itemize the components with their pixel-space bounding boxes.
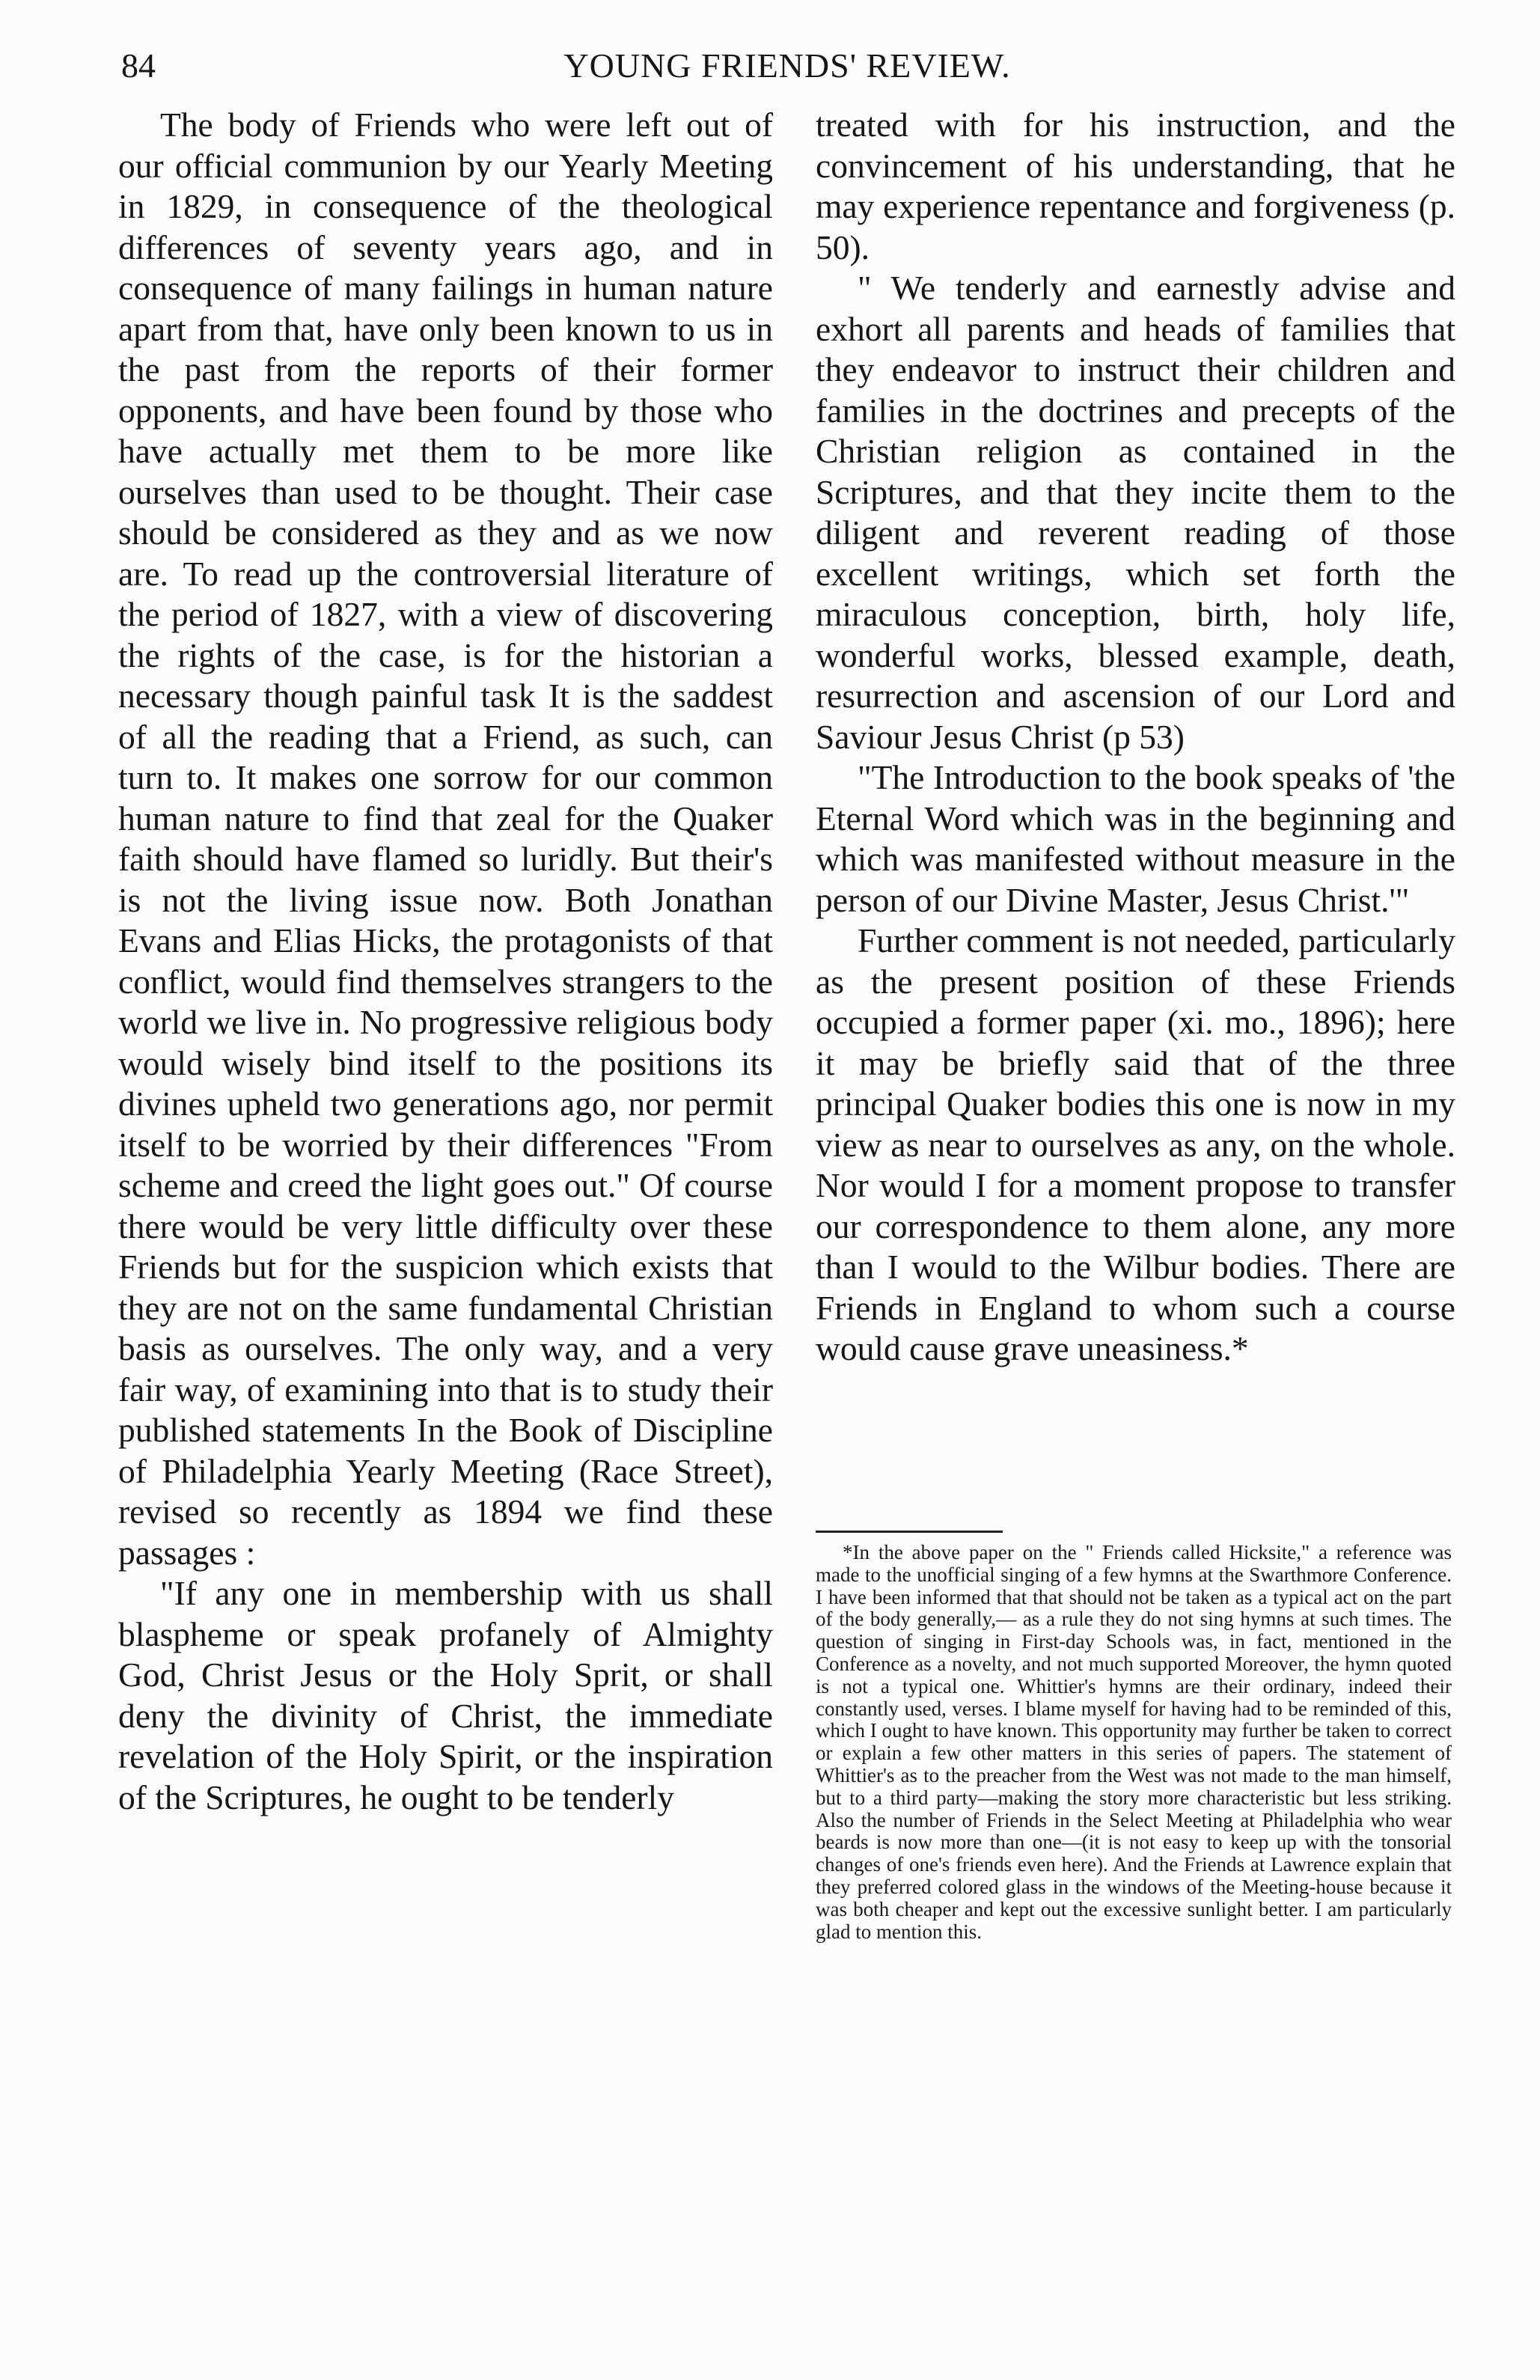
right-paragraph-2: " We tenderly and earnestly advise and exhort all parents and heads of families that they endeavor to instruct their children and families in the doctrines and precepts of the Christian religion as contained in the Scriptures, and that they incite them to the diligent and reverent reading of those excellent writings, which set forth the miraculous conception, birth, holy life, wonderful works, blessed example, death, resurrection and ascension of our Lord and Saviour Jesus Christ (p 53) [816,269,1455,756]
right-column [816,105,1455,1370]
page-header [121,43,1453,96]
footnote: *In the above paper on the " Friends called Hicksite," a reference was made to the unofficial singing of a few hymns at the Swarthmore Conference. I have been informed that that should not be taken as a typical act on the part of the body generally,— as a rule they do not sing hymns at such times. The question of singing in First-day Schools was, in fact, mentioned in the Conference as a novelty, and not much supported Moreover, the hymn quoted is not a typical one. Whittier's hymns are their ordinary, indeed their constantly used, verses. I blame myself for having had to be reminded of this, which I ought to have known. This opportunity may further be taken to correct or explain a few other matters in this series of papers. The statement of Whittier's as to the preacher from the West was not made to the man himself, but to a third party—making the story more characteristic but less striking. Also the number of Friends in the Select Meeting at Philadelphia who wear beards is now more than one—(it is not easy to keep up with the tonsorial changes of one's friends even here). And the Friends at Lawrence explain that they preferred colored glass in the windows of the Meeting-house because it was both cheaper and kept out the excessive sunlight better. I am particularly glad to mention this. [816,1541,1452,1943]
right-paragraph-1: treated with for his instruction, and the convincement of his understanding, that he may experience repentance and forgiveness (p. 50). [816,106,1455,266]
right-paragraph-4: Further comment is not needed, particularly as the present position of these Friends occupied a former paper (xi. mo., 1896); here it may be briefly said that of the three principal Quaker bodies this one is now in my view as near to ourselves as any, on the whole. Nor would I for a moment propose to transfer our correspondence to them alone, any more than I would to the Wilbur bodies. There are Friends in England to whom such a course would cause grave uneasiness.* [816,921,1455,1367]
page-number: 84 [121,46,156,85]
left-paragraph-2: "If any one in membership with us shall blaspheme or speak profanely of Almighty God, Christ Jesus or the Holy Sprit, or shall deny the divinity of Christ, the immediate revelation of the Holy Spirit, or the inspiration of the Scriptures, he ought to be tenderly [118,1574,773,1816]
right-paragraph-3: "The Introduction to the book speaks of 'the Eternal Word which was in the beginning and which was manifested without measure in the person of our Divine Master, Jesus Christ.'" [816,758,1455,919]
left-paragraph-1: The body of Friends who were left out of our official communion by our Yearly Meeting in 1829, in consequence of the theological differences of seventy years ago, and in consequence of many failings in human nature apart from that, have only been known to us in the past from the reports of their former opponents, and have been found by those who have actually met them to be more like ourselves than used to be thought. Their case should be considered as they and as we now are. To read up the controversial literature of the period of 1827, with a view of discovering the rights of the case, is for the historian a necessary though painful task It is the saddest of all the reading that a Friend, as such, can turn to. It makes one sorrow for our common human nature to find that zeal for the Quaker faith should have flamed so luridly. But their's is not the living issue now. Both Jonathan Evans and Elias Hicks, the protagonists of that conflict, would find themselves strangers to the world we live in. No progressive religious body would wisely bind itself to the positions its divines upheld two generations ago, nor permit itself to be worried by their differences "From scheme and creed the light goes out." Of course there would be very little difficulty over these Friends but for the suspicion which exists that they are not on the same fundamental Christian basis as ourselves. The only way, and a very fair way, of examining into that is to study their published statements In the Book of Discipline of Philadelphia Yearly Meeting (Race Street), revised so recently as 1894 we find these passages : [118,106,773,1572]
left-column [118,105,773,1818]
footnote-divider [816,1531,1003,1533]
running-title: YOUNG FRIENDS' REVIEW. [563,46,1011,85]
